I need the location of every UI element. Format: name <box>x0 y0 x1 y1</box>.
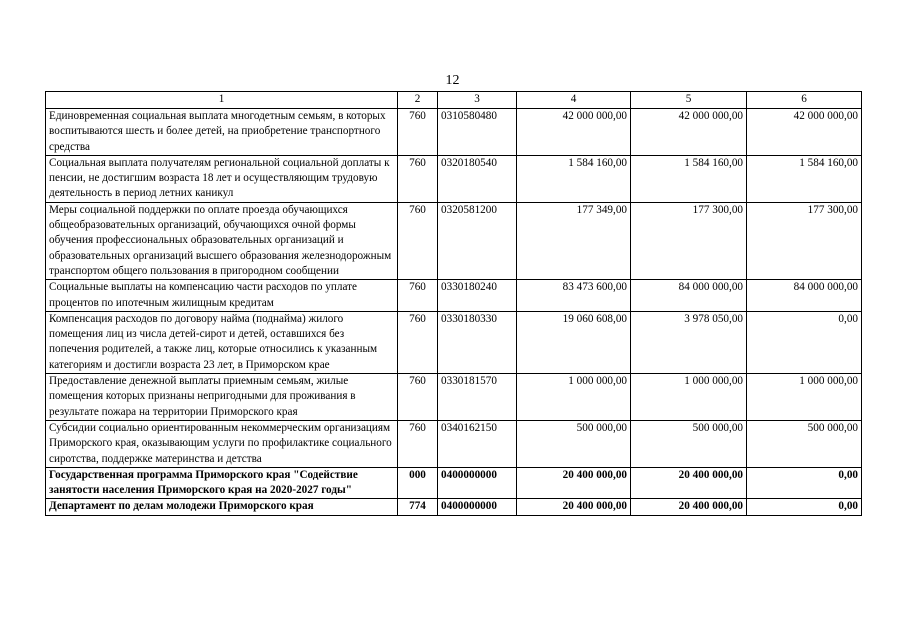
row-description: Предоставление денежной выплаты приемным семьям, жилые помещения которых признаны непригодными для проживания в результате пожара на территории Приморского края <box>46 374 398 421</box>
row-grbs-code: 760 <box>398 202 438 279</box>
table-row <box>46 109 862 156</box>
row-amount-year-1: 42 000 000,00 <box>517 109 631 156</box>
page-number: 12 <box>445 73 460 88</box>
row-grbs-code: 760 <box>398 280 438 312</box>
row-description: Государственная программа Приморского края "Содействие занятости населения Приморского края на 2020-2027 годы" <box>46 467 398 499</box>
row-amount-year-3: 0,00 <box>747 311 862 373</box>
row-amount-year-2: 1 000 000,00 <box>631 374 747 421</box>
row-amount-year-3: 177 300,00 <box>747 202 862 279</box>
table-row <box>46 311 862 373</box>
row-grbs-code: 760 <box>398 420 438 467</box>
row-amount-year-1: 20 400 000,00 <box>517 467 631 499</box>
row-amount-year-1: 500 000,00 <box>517 420 631 467</box>
row-target-code: 0400000000 <box>438 499 517 515</box>
column-header: 2 <box>398 92 438 109</box>
row-amount-year-2: 1 584 160,00 <box>631 155 747 202</box>
row-target-code: 0330181570 <box>438 374 517 421</box>
table-body <box>46 109 862 516</box>
row-description: Социальная выплата получателям региональной социальной доплаты к пенсии, не достигшим возраста 18 лет и осуществляющим трудовую деятельность в период летних каникул <box>46 155 398 202</box>
row-amount-year-2: 84 000 000,00 <box>631 280 747 312</box>
row-amount-year-3: 42 000 000,00 <box>747 109 862 156</box>
table-row <box>46 374 862 421</box>
row-amount-year-1: 1 584 160,00 <box>517 155 631 202</box>
row-amount-year-3: 1 000 000,00 <box>747 374 862 421</box>
row-amount-year-2: 42 000 000,00 <box>631 109 747 156</box>
column-header: 1 <box>46 92 398 109</box>
row-target-code: 0330180330 <box>438 311 517 373</box>
column-number-row <box>46 92 862 109</box>
row-grbs-code: 760 <box>398 155 438 202</box>
row-description: Единовременная социальная выплата многодетным семьям, в которых воспитываются шесть и более детей, на приобретение транспортного средства <box>46 109 398 156</box>
row-amount-year-2: 20 400 000,00 <box>631 467 747 499</box>
row-grbs-code: 760 <box>398 374 438 421</box>
budget-table <box>45 91 862 516</box>
row-amount-year-3: 0,00 <box>747 467 862 499</box>
row-target-code: 0330180240 <box>438 280 517 312</box>
column-header: 6 <box>747 92 862 109</box>
row-amount-year-2: 177 300,00 <box>631 202 747 279</box>
row-target-code: 0340162150 <box>438 420 517 467</box>
row-amount-year-1: 83 473 600,00 <box>517 280 631 312</box>
table-row <box>46 155 862 202</box>
row-description: Департамент по делам молодежи Приморского края <box>46 499 398 515</box>
row-amount-year-2: 3 978 050,00 <box>631 311 747 373</box>
column-header: 4 <box>517 92 631 109</box>
row-target-code: 0320581200 <box>438 202 517 279</box>
column-header: 3 <box>438 92 517 109</box>
row-amount-year-1: 20 400 000,00 <box>517 499 631 515</box>
row-amount-year-3: 84 000 000,00 <box>747 280 862 312</box>
row-description: Меры социальной поддержки по оплате проезда обучающихся общеобразовательных организаций, обучающихся очной формы обучения профессиональных образовательных организаций и образовательных организаций высшего образования железнодорожным транспортом общего пользования в пригородном сообщении <box>46 202 398 279</box>
row-amount-year-1: 19 060 608,00 <box>517 311 631 373</box>
row-amount-year-3: 1 584 160,00 <box>747 155 862 202</box>
row-amount-year-1: 1 000 000,00 <box>517 374 631 421</box>
table-row <box>46 280 862 312</box>
row-description: Субсидии социально ориентированным некоммерческим организациям Приморского края, оказывающим услуги по профилактике социального сиротства, поддержке материнства и детства <box>46 420 398 467</box>
row-amount-year-3: 500 000,00 <box>747 420 862 467</box>
row-amount-year-2: 500 000,00 <box>631 420 747 467</box>
row-grbs-code: 760 <box>398 311 438 373</box>
row-grbs-code: 000 <box>398 467 438 499</box>
table-row <box>46 202 862 279</box>
row-target-code: 0400000000 <box>438 467 517 499</box>
row-amount-year-1: 177 349,00 <box>517 202 631 279</box>
column-header: 5 <box>631 92 747 109</box>
row-target-code: 0320180540 <box>438 155 517 202</box>
row-amount-year-3: 0,00 <box>747 499 862 515</box>
row-amount-year-2: 20 400 000,00 <box>631 499 747 515</box>
row-grbs-code: 774 <box>398 499 438 515</box>
row-description: Компенсация расходов по договору найма (поднайма) жилого помещения лиц из числа детей-сирот и детей, оставшихся без попечения родителей, а также лиц, которые относились к указанным категориям и достигли возраста 23 лет, в Приморском крае <box>46 311 398 373</box>
row-target-code: 0310580480 <box>438 109 517 156</box>
row-grbs-code: 760 <box>398 109 438 156</box>
row-description: Социальные выплаты на компенсацию части расходов по уплате процентов по ипотечным жилищным кредитам <box>46 280 398 312</box>
table-row <box>46 420 862 467</box>
table-row <box>46 499 862 515</box>
table-row <box>46 467 862 499</box>
